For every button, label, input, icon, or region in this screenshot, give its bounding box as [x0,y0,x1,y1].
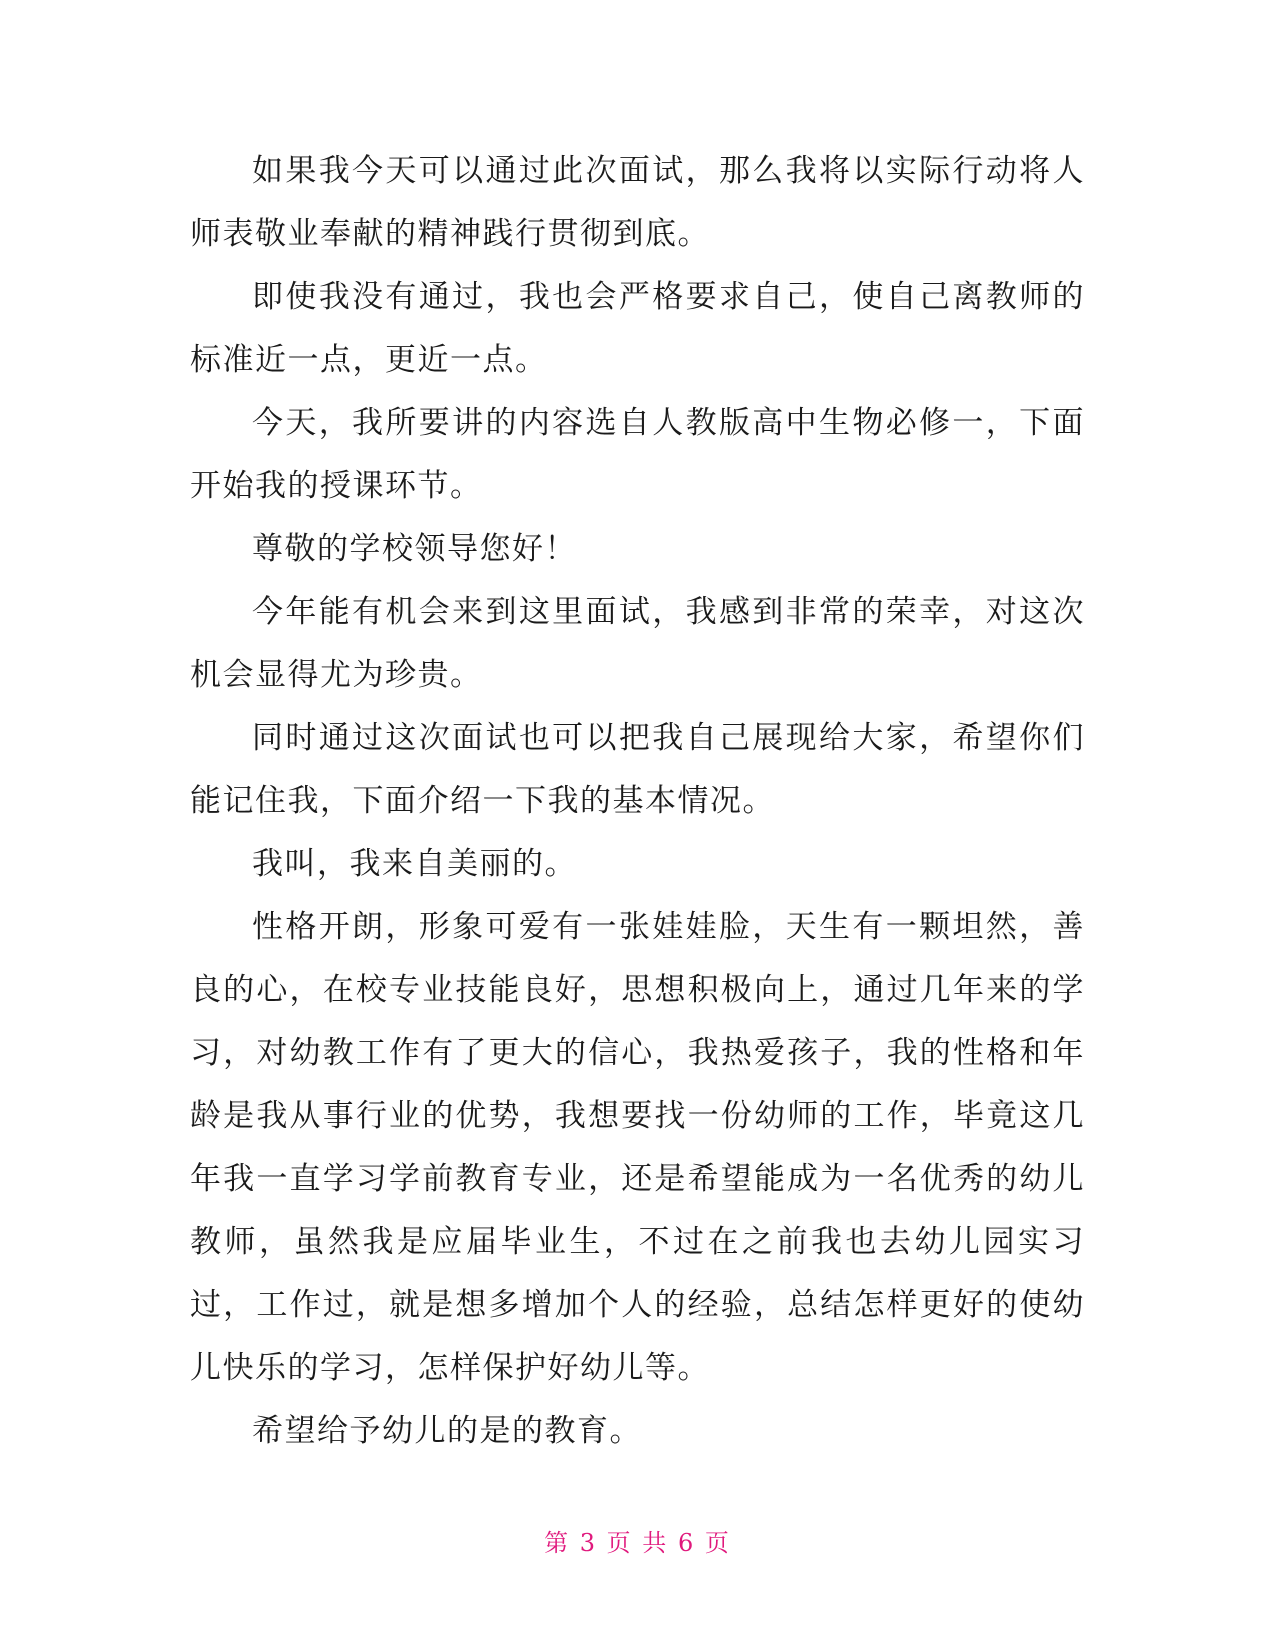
paragraph-6: 同时通过这次面试也可以把我自己展现给大家，希望你们能记住我，下面介绍一下我的基本情况。 [190,720,1085,819]
paragraph-4: 尊敬的学校领导您好！ [252,531,577,567]
paragraph-5: 今年能有机会来到这里面试，我感到非常的荣幸，对这次机会显得尤为珍贵。 [190,594,1085,693]
paragraph-9: 希望给予幼儿的是的教育。 [252,1413,642,1449]
paragraph-1: 如果我今天可以通过此次面试，那么我将以实际行动将人师表敬业奉献的精神践行贯彻到底。 [190,153,1085,252]
paragraph-3: 今天，我所要讲的内容选自人教版高中生物必修一，下面开始我的授课环节。 [190,405,1085,504]
paragraph-2: 即使我没有通过，我也会严格要求自己，使自己离教师的标准近一点，更近一点。 [190,279,1085,378]
paragraph-8: 性格开朗，形象可爱有一张娃娃脸，天生有一颗坦然，善良的心，在校专业技能良好，思想积极向上，通过几年来的学习，对幼教工作有了更大的信心，我热爱孩子，我的性格和年龄是我从事行业的优势，我想要找一份幼师的工作，毕竟这几年我一直学习学前教育专业，还是希望能成为一名优秀的幼儿教师，虽然我是应届毕业生，不过在之前我也去幼儿园实习过，工作过，就是想多增加个人的经验，总结怎样更好的使幼儿快乐的学习，怎样保护好幼儿等。 [190,909,1085,1386]
document-body [190,140,1085,1463]
paragraph-7: 我叫，我来自美丽的。 [252,846,577,882]
page-number-footer: 第 3 页 共 6 页 [544,1529,731,1557]
